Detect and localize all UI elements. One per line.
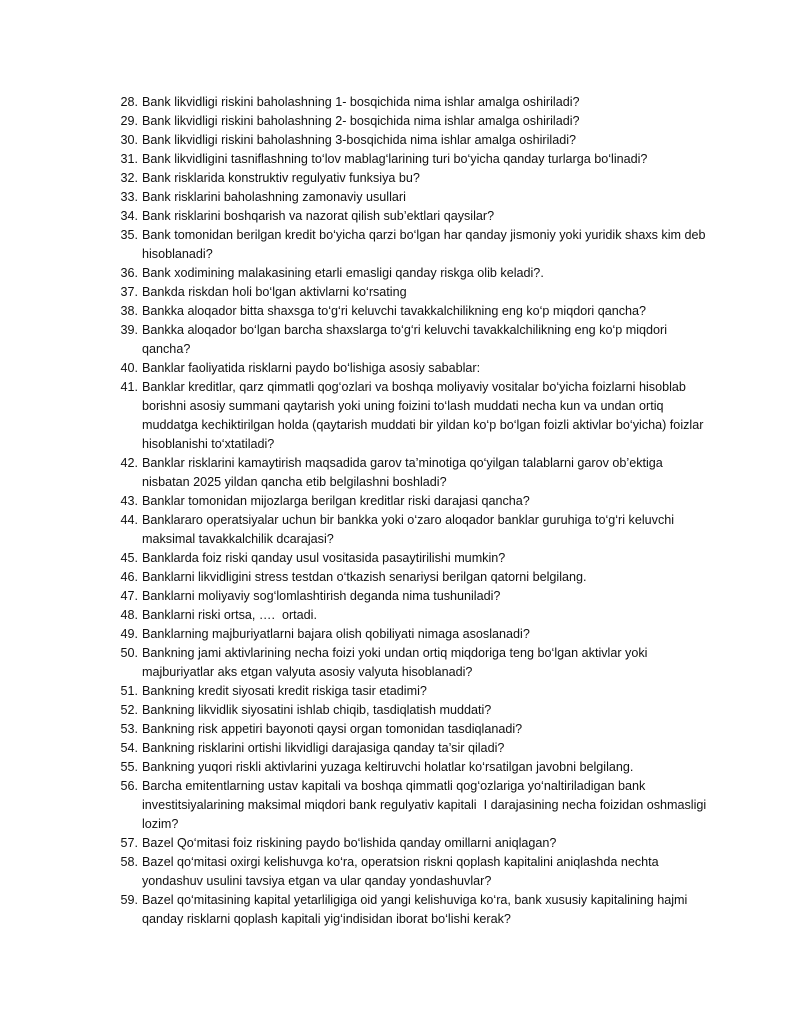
question-number: 40. xyxy=(120,361,138,375)
question-item xyxy=(110,131,710,150)
question-item xyxy=(110,321,710,359)
question-text: Banklarning majburiyatlarni bajara olish qobiliyati nimaga asoslanadi? xyxy=(142,627,530,641)
question-text: Bankka aloqador bitta shaxsga to‘g‘ri keluvchi tavakkalchilikning eng ko‘p miqdori qancha? xyxy=(142,304,647,318)
question-number: 36. xyxy=(120,266,138,280)
question-item xyxy=(110,150,710,169)
question-item xyxy=(110,283,710,302)
question-text: Bankda riskdan holi bo‘lgan aktivlarni ko‘rsating xyxy=(142,285,407,299)
question-text: Bankning risk appetiri bayonoti qaysi organ tomonidan tasdiqlanadi? xyxy=(142,722,523,736)
question-item xyxy=(110,302,710,321)
question-item xyxy=(110,701,710,720)
question-item xyxy=(110,454,710,492)
question-item xyxy=(110,853,710,891)
question-number: 50. xyxy=(120,646,138,660)
question-item xyxy=(110,739,710,758)
question-item xyxy=(110,549,710,568)
question-number: 44. xyxy=(120,513,138,527)
question-text: Bankka aloqador bo‘lgan barcha shaxslarga to‘g‘ri keluvchi tavakkalchilikning eng ko‘p miqdori qancha? xyxy=(142,323,671,356)
question-number: 33. xyxy=(120,190,138,204)
question-text: Banklararo operatsiyalar uchun bir bankka yoki o‘zaro aloqador banklar guruhiga to‘g‘ri keluvchi maksimal tavakkalchilik dcarajasi? xyxy=(142,513,678,546)
question-item xyxy=(110,264,710,283)
question-number: 30. xyxy=(120,133,138,147)
question-text: Bankning kredit siyosati kredit riskiga tasir etadimi? xyxy=(142,684,427,698)
question-number: 59. xyxy=(120,893,138,907)
question-text: Bankning risklarini ortishi likvidligi darajasiga qanday ta’sir qiladi? xyxy=(142,741,505,755)
question-text: Banklarni riski ortsa, …. ortadi. xyxy=(142,608,317,622)
question-number: 49. xyxy=(120,627,138,641)
question-text: Bank likvidligi riskini baholashning 1- bosqichida nima ishlar amalga oshiriladi? xyxy=(142,95,580,109)
question-number: 28. xyxy=(120,95,138,109)
question-item xyxy=(110,777,710,834)
question-item xyxy=(110,226,710,264)
question-text: Banklarni likvidligini stress testdan o‘tkazish senariysi berilgan qatorni belgilang. xyxy=(142,570,587,584)
question-item xyxy=(110,834,710,853)
question-item xyxy=(110,644,710,682)
question-number: 54. xyxy=(120,741,138,755)
question-number: 47. xyxy=(120,589,138,603)
question-number: 55. xyxy=(120,760,138,774)
question-number: 58. xyxy=(120,855,138,869)
question-text: Bankning likvidlik siyosatini ishlab chiqib, tasdiqlatish muddati? xyxy=(142,703,492,717)
question-item xyxy=(110,169,710,188)
question-item xyxy=(110,112,710,131)
question-item xyxy=(110,606,710,625)
question-number: 48. xyxy=(120,608,138,622)
question-text: Bankning jami aktivlarining necha foizi yoki undan ortiq miqdoriga teng bo‘lgan aktivlar yoki majburiyatlar aks etgan valyuta asosiy valyuta hisoblanadi? xyxy=(142,646,651,679)
question-text: Banklarni moliyaviy sog‘lomlashtirish deganda nima tushuniladi? xyxy=(142,589,501,603)
question-item xyxy=(110,359,710,378)
question-text: Bank likvidligi riskini baholashning 2- bosqichida nima ishlar amalga oshiriladi? xyxy=(142,114,580,128)
question-number: 34. xyxy=(120,209,138,223)
question-text: Bank risklarida konstruktiv regulyativ funksiya bu? xyxy=(142,171,420,185)
question-item xyxy=(110,511,710,549)
question-item xyxy=(110,188,710,207)
question-number: 45. xyxy=(120,551,138,565)
question-text: Bank risklarini boshqarish va nazorat qilish sub’ektlari qaysilar? xyxy=(142,209,495,223)
question-item xyxy=(110,625,710,644)
question-text: Bank likvidligi riskini baholashning 3-bosqichida nima ishlar amalga oshiriladi? xyxy=(142,133,577,147)
question-item xyxy=(110,568,710,587)
question-item xyxy=(110,720,710,739)
question-item xyxy=(110,207,710,226)
question-text: Bankning yuqori riskli aktivlarini yuzaga keltiruvchi holatlar ko‘rsatilgan javobni belgilang. xyxy=(142,760,634,774)
question-text: Barcha emitentlarning ustav kapitali va boshqa qimmatli qog‘ozlariga yo‘naltiriladigan bank investitsiyalarining maksimal miqdori bank regulyativ kapitali I darajasining necha foizidan oshmasligi lozim? xyxy=(142,779,710,831)
question-number: 43. xyxy=(120,494,138,508)
question-text: Bank xodimining malakasining etarli emasligi qanday riskga olib keladi?. xyxy=(142,266,544,280)
question-item xyxy=(110,378,710,454)
question-text: Bank tomonidan berilgan kredit bo‘yicha qarzi bo‘lgan har qanday jismoniy yoki yuridik shaxs kim deb hisoblanadi? xyxy=(142,228,710,261)
question-number: 46. xyxy=(120,570,138,584)
question-text: Bazel qo‘mitasining kapital yetarliligiga oid yangi kelishuviga ko‘ra, bank xususiy kapitalining hajmi qanday risklarni qoplash kapitali yig‘indisidan iborat bo‘lishi kerak? xyxy=(142,893,691,926)
question-number: 37. xyxy=(120,285,138,299)
question-number: 41. xyxy=(120,380,138,394)
question-number: 29. xyxy=(120,114,138,128)
question-number: 39. xyxy=(120,323,138,337)
question-number: 53. xyxy=(120,722,138,736)
question-item xyxy=(110,682,710,701)
question-item xyxy=(110,758,710,777)
question-item xyxy=(110,587,710,606)
question-number: 31. xyxy=(120,152,138,166)
question-number: 51. xyxy=(120,684,138,698)
question-text: Bank risklarini baholashning zamonaviy usullari xyxy=(142,190,406,204)
question-number: 32. xyxy=(120,171,138,185)
question-number: 35. xyxy=(120,228,138,242)
question-text: Bazel Qo‘mitasi foiz riskining paydo bo‘lishida qanday omillarni aniqlagan? xyxy=(142,836,557,850)
question-number: 42. xyxy=(120,456,138,470)
question-text: Banklarda foiz riski qanday usul vositasida pasaytirilishi mumkin? xyxy=(142,551,506,565)
question-text: Banklar kreditlar, qarz qimmatli qog‘ozlari va boshqa moliyaviy vositalar bo‘yicha foizlarni hisoblab borishni asosiy summani qaytarish yoki uning foizini to‘lash muddati necha kun va undan ortiq muddatga kechiktirilgan holda (qaytarish muddati bir yildan ko‘p bo‘lgan foizli aktivlar bo‘yicha) foizlar hisoblanishi to‘xtatiladi? xyxy=(142,380,707,451)
question-item xyxy=(110,93,710,112)
question-text: Banklar risklarini kamaytirish maqsadida garov ta’minotiga qo‘yilgan talablarni garov ob’ektiga nisbatan 2025 yildan qancha etib belgilashni boshladi? xyxy=(142,456,667,489)
question-number: 57. xyxy=(120,836,138,850)
question-text: Bazel qo‘mitasi oxirgi kelishuvga ko‘ra, operatsion riskni qoplash kapitalini aniqlashda nechta yondashuv usulini tavsiya etgan va ular qanday yondashuvlar? xyxy=(142,855,663,888)
question-number: 52. xyxy=(120,703,138,717)
question-text: Bank likvidligini tasniflashning to‘lov mablag‘larining turi bo‘yicha qanday turlarga bo‘linadi? xyxy=(142,152,648,166)
question-text: Banklar tomonidan mijozlarga berilgan kreditlar riski darajasi qancha? xyxy=(142,494,530,508)
question-number: 38. xyxy=(120,304,138,318)
question-item xyxy=(110,492,710,511)
question-list xyxy=(110,93,710,929)
question-text: Banklar faoliyatida risklarni paydo bo‘lishiga asosiy sabablar: xyxy=(142,361,481,375)
question-item xyxy=(110,891,710,929)
question-number: 56. xyxy=(120,779,138,793)
